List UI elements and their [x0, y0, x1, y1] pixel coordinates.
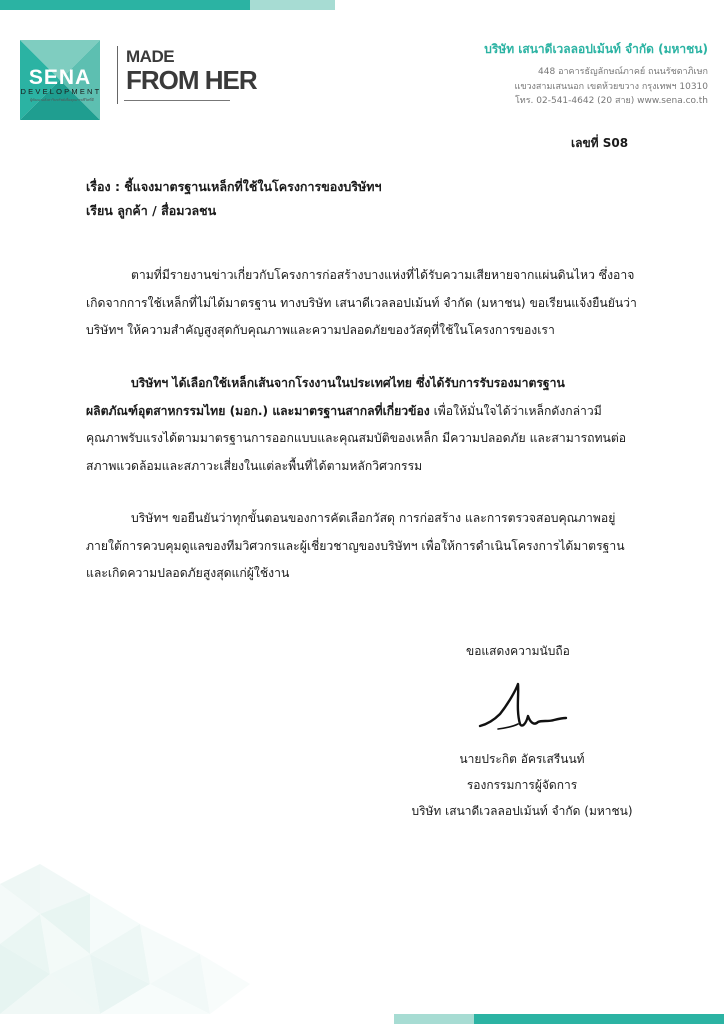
- made-from-her-line2: FROM HER: [126, 65, 257, 95]
- paragraph-2-bold: บริษัทฯ ได้เลือกใช้เหล็กเส้นจากโรงงานในประเทศไทย ซึ่งได้รับการรับรองมาตรฐาน: [131, 376, 565, 390]
- signer-block: [410, 746, 634, 824]
- signature-icon: [478, 680, 568, 736]
- company-name: บริษัท เสนาดีเวลลอปเม้นท์ จำกัด (มหาชน): [484, 42, 708, 56]
- signer-title: รองกรรมการผู้จัดการ: [466, 778, 578, 792]
- letter-heading: [86, 175, 382, 223]
- company-info: [484, 40, 708, 109]
- paragraph-1-line: ตามที่มีรายงานข่าวเกี่ยวกับโครงการก่อสร้างบางแห่งที่ได้รับความเสียหายจากแผ่นดินไหว ซึ่งอาจ: [131, 268, 635, 282]
- bottom-accent-bar-light: [394, 1014, 474, 1024]
- paragraph-1: [86, 262, 642, 345]
- top-accent-bar-dark: [0, 0, 250, 10]
- paragraph-3-line: และเกิดความปลอดภัยสูงสุดแก่ผู้ใช้งาน: [86, 566, 290, 580]
- bottom-accent-bar: [394, 1014, 724, 1024]
- letter-recipient: เรียน ลูกค้า / สื่อมวลชน: [86, 203, 217, 218]
- paragraph-1-line: บริษัทฯ ให้ความสำคัญสูงสุดกับคุณภาพและความปลอดภัยของวัสดุที่ใช้ในโครงการของเรา: [86, 323, 555, 337]
- signer-company: บริษัท เสนาดีเวลลอปเม้นท์ จำกัด (มหาชน): [411, 804, 633, 818]
- top-accent-bar: [0, 0, 335, 10]
- company-address-line1: 448 อาคารธัญลักษณ์ภาคย์ ถนนรัชดาภิเษก: [538, 67, 708, 77]
- paragraph-2-line: [86, 370, 642, 398]
- made-from-her-line1: MADE: [126, 47, 175, 66]
- closing-salutation: ขอแสดงความนับถือ: [466, 644, 570, 658]
- reference-number: เลขที่ S08: [571, 136, 629, 150]
- paragraph-3-line: ภายใต้การควบคุมดูแลของทีมวิศวกรและผู้เชี่ยวชาญของบริษัทฯ เพื่อให้การดำเนินโครงการได้มาตรฐาน: [86, 538, 625, 553]
- paragraph-2: [86, 370, 642, 480]
- sena-logo: [20, 40, 100, 120]
- logo-divider: [117, 46, 118, 104]
- company-contact-line: โทร. 02-541-4642 (20 สาย) www.sena.co.th: [514, 96, 708, 106]
- top-accent-bar-light: [250, 0, 335, 10]
- paragraph-2-text: เพื่อให้มั่นใจได้ว่าเหล็กดังกล่าวมี: [429, 403, 602, 418]
- paragraph-2-line: คุณภาพรับแรงได้ตามมาตรฐานการออกแบบและคุณสมบัติของเหล็ก มีความปลอดภัย และสามารถทนต่อ: [86, 431, 627, 445]
- sena-development-text: DEVELOPMENT: [20, 87, 102, 96]
- paragraph-2-bold: ผลิตภัณฑ์อุตสาหกรรมไทย (มอก.) และมาตรฐานสากลที่เกี่ยวข้อง: [86, 403, 430, 418]
- paragraph-2-line: [86, 398, 642, 426]
- paragraph-3: [86, 505, 642, 588]
- paragraph-1-line: เกิดจากการใช้เหล็กที่ไม่ได้มาตรฐาน ทางบริษัท เสนาดีเวลลอปเม้นท์ จำกัด (มหาชน) ขอเรียนแจ้งยืนยันว่า: [86, 295, 637, 310]
- bottom-accent-bar-dark: [474, 1014, 724, 1024]
- company-address-line2: แขวงสามเสนนอก เขตห้วยขวาง กรุงเทพฯ 10310: [514, 81, 708, 92]
- signer-name: นายประกิต อัครเสรีนนท์: [459, 752, 585, 766]
- decorative-triangle-pattern: [0, 844, 280, 1024]
- made-from-her-logo: [126, 48, 257, 94]
- sena-logo-text: SENA: [28, 66, 92, 89]
- paragraph-3-line: บริษัทฯ ขอยืนยันว่าทุกขั้นตอนของการคัดเลือกวัสดุ การก่อสร้าง และการตรวจสอบคุณภาพอยู่: [131, 511, 616, 525]
- paragraph-2-line: สภาพแวดล้อมและสภาวะเสี่ยงในแต่ละพื้นที่ได้ตามหลักวิศวกรรม: [86, 458, 423, 473]
- sena-tagline: ผู้พัฒนาอสังหาริมทรัพย์เพื่อคุณภาพชีวิตที่ดี: [30, 98, 94, 102]
- made-from-her-underline: [124, 100, 230, 101]
- letter-subject: เรื่อง : ชี้แจงมาตรฐานเหล็กที่ใช้ในโครงการของบริษัทฯ: [86, 179, 382, 194]
